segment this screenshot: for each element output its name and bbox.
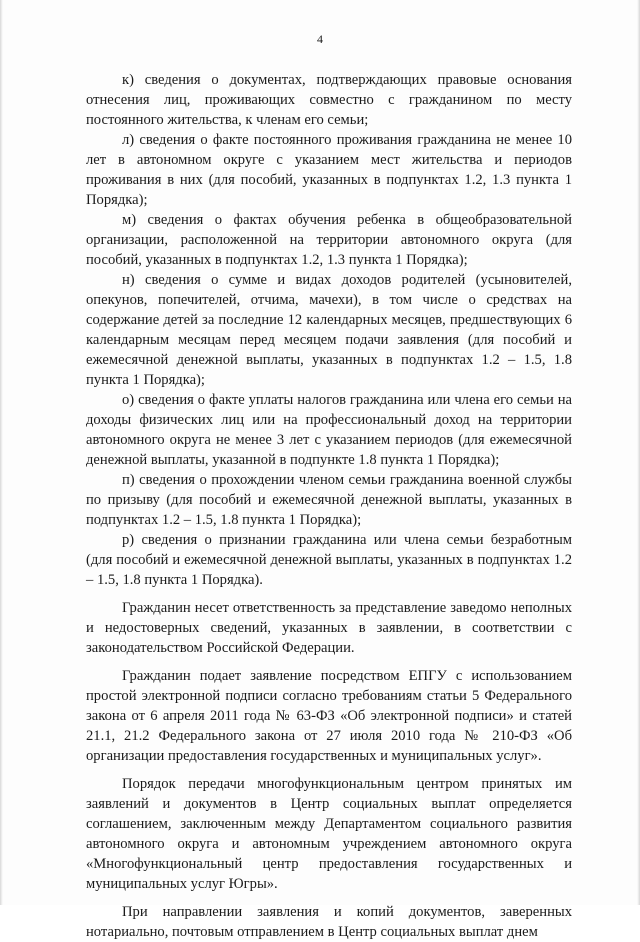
scan-edge-left xyxy=(0,0,3,905)
paragraph-epgu-submission: Гражданин подает заявление посредством ЕПГУ с использованием простой электронной подписи согласно требованиям статьи 5 Федерального закона от 6 апреля 2011 года № 63-ФЗ «Об электронной подписи» и статей 21.1, 21.2 Федерального закона от 27 июля 2010 года № 210-ФЗ «Об организации предоставления государственных и муниципальных услуг». xyxy=(86,668,572,764)
paragraph-o: о) сведения о факте уплаты налогов гражданина или члена его семьи на доходы физических лиц или на профессиональный доход на территории автономного округа не менее 3 лет с указанием периодов (для ежемесячной денежной выплаты, указанной в подпункте 1.8 пункта 1 Порядка); xyxy=(86,392,572,468)
paragraph-m: м) сведения о фактах обучения ребенка в общеобразовательной организации, расположенной на территории автономного округа (для пособий, указанных в подпунктах 1.2, 1.3 пункта 1 Порядка); xyxy=(86,212,572,268)
paragraph-postal-submission: При направлении заявления и копий документов, заверенных нотариально, почтовым отправлением в Центр социальных выплат днем xyxy=(86,904,572,940)
paragraph-responsibility: Гражданин несет ответственность за представление заведомо неполных и недостоверных сведений, указанных в заявлении, в соответствии с законодательством Российской Федерации. xyxy=(86,600,572,656)
paragraph-mfc-transfer: Порядок передачи многофункциональным центром принятых им заявлений и документов в Центр социальных выплат определяется соглашением, заключенным между Департаментом социального развития автономного округа и автономным учреждением автономного округа «Многофункциональный центр предоставления государственных и муниципальных услуг Югры». xyxy=(86,776,572,892)
paragraph-k: к) сведения о документах, подтверждающих правовые основания отнесения лиц, проживающих совместно с гражданином по месту постоянного жительства, к членам его семьи; xyxy=(86,72,572,128)
paragraph-l: л) сведения о факте постоянного проживания гражданина не менее 10 лет в автономном округе с указанием мест жительства и периодов проживания в них (для пособий, указанных в подпунктах 1.2, 1.3 пункта 1 Порядка); xyxy=(86,132,572,208)
paragraph-r: р) сведения о признании гражданина или члена семьи безработным (для пособий и ежемесячной денежной выплаты, указанных в подпунктах 1.2 – 1.5, 1.8 пункта 1 Порядка). xyxy=(86,532,572,588)
paragraph-n: н) сведения о сумме и видах доходов родителей (усыновителей, опекунов, попечителей, отчима, мачехи), в том числе о средствах на содержание детей за последние 12 календарных месяцев, предшествующих 6 календарным месяцам перед месяцем подачи заявления (для пособий и ежемесячной денежной выплаты, указанных в подпунктах 1.2 – 1.5, 1.8 пункта 1 Порядка); xyxy=(86,272,572,388)
paragraph-p: п) сведения о прохождении членом семьи гражданина военной службы по призыву (для пособий и ежемесячной денежной выплаты, указанных в подпунктах 1.2 – 1.5, 1.8 пункта 1 Порядка); xyxy=(86,472,572,528)
document-body xyxy=(86,70,572,942)
page-number: 4 xyxy=(317,32,323,46)
